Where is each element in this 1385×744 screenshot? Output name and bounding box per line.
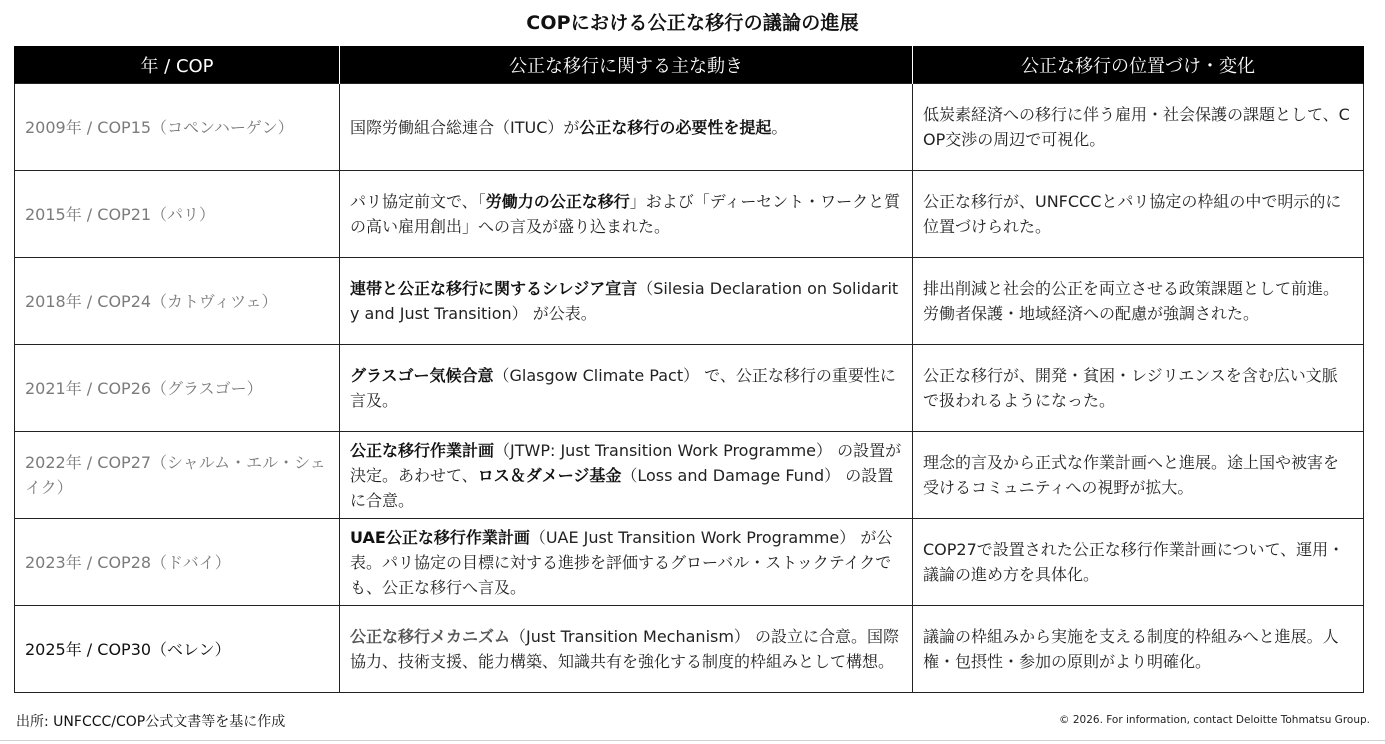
main-movement-cell [340,84,913,171]
table-row [15,345,1364,432]
main-movement-cell [340,432,913,519]
movement-text: 国際労働組合総連合（ITUC）が [350,117,580,137]
positioning-change-cell: 理念的言及から正式な作業計画へと進展。途上国や被害を受けるコミュニティへの視野が拡大。 [913,432,1364,519]
movement-text: （JTWP: Just Transition Work Programme） の設置が決定。あわせて、 [350,440,902,485]
year-cop-cell: 2018年 / COP24（カトヴィツェ） [15,258,340,345]
positioning-change-cell: COP27で設置された公正な移行作業計画について、運用・議論の進め方を具体化。 [913,519,1364,606]
movement-text: パリ協定前文で、「 [350,192,486,211]
copyright-note: © 2026. For information, contact Deloitte Tohmatsu Group. [1059,714,1370,726]
table-row [15,171,1364,258]
year-cop-cell: 2022年 / COP27（シャルム・エル・シェイク） [15,432,340,519]
table-header-row [15,46,1364,84]
year-cop-cell: 2025年 / COP30（ベレン） [15,606,340,693]
positioning-change-cell: 公正な移行が、開発・貧困・レジリエンスを含む広い文脈で扱われるようになった。 [913,345,1364,432]
highlighted-term: 公正な移行作業計画 [350,440,495,460]
page-title: COPにおける公正な移行の議論の進展 [526,12,859,34]
table-body [15,84,1364,693]
header-main-movements: 公正な移行に関する主な動き [340,46,913,84]
main-movement-cell [340,345,913,432]
highlighted-term: 公正な移行メカニズム [350,627,511,646]
highlighted-term: 労働力の公正な移行 [485,192,630,211]
source-note: 出所: UNFCCC/COP公式文書等を基に作成 [16,714,286,730]
positioning-change-cell: 排出削減と社会的公正を両立させる政策課題として前進。労働者保護・地域経済への配慮が強調された。 [913,258,1364,345]
movement-text: 」および「ディーセント・ワークと質の高い雇用創出」への言及が盛り込まれた。 [350,192,901,236]
main-movement-cell [340,171,913,258]
movement-text: （Glasgow Climate Pact） で、公正な移行の重要性に言及。 [350,366,896,410]
header-positioning-change: 公正な移行の位置づけ・変化 [913,46,1364,84]
main-movement-cell [340,519,913,606]
movement-text: （Silesia Declaration on Solidarity and Just Transition） が公表。 [350,279,899,323]
positioning-change-cell: 議論の枠組みから実施を支える制度的枠組みへと進展。人権・包摂性・参加の原則がより明確化。 [913,606,1364,693]
movement-text: 。 [771,117,788,137]
movement-text: （Just Transition Mechanism） の設立に合意。国際協力、技術支援、能力構築、知識共有を強化する制度的枠組みとして構想。 [350,627,900,671]
highlighted-term: 公正な移行の必要性を提起 [579,117,772,137]
highlighted-term: 連帯と公正な移行に関するシレジア宣言 [350,279,638,298]
year-cop-cell: 2009年 / COP15（コペンハーゲン） [15,84,340,171]
positioning-change-cell: 低炭素経済への移行に伴う雇用・社会保護の課題として、COP交渉の周辺で可視化。 [913,84,1364,171]
year-cop-cell: 2021年 / COP26（グラスゴー） [15,345,340,432]
movement-text: （UAE Just Transition Work Programme） が公表。パリ協定の目標に対する進捗を評価するグローバル・ストックテイクでも、公正な移行へ言及。 [350,527,893,597]
table-row [15,606,1364,693]
movement-text: （Loss and Damage Fund） の設置に合意。 [350,465,894,510]
table-row [15,258,1364,345]
main-movement-cell [340,258,913,345]
main-movement-cell [340,606,913,693]
bottom-divider [0,740,1385,741]
table-row [15,84,1364,171]
cop-progress-table [14,46,1364,693]
highlighted-term: グラスゴー気候合意 [350,366,494,385]
table-row [15,519,1364,606]
highlighted-term: ロス＆ダメージ基金 [477,465,622,485]
highlighted-term: UAE公正な移行作業計画 [350,527,530,547]
year-cop-cell: 2015年 / COP21（パリ） [15,171,340,258]
year-cop-cell: 2023年 / COP28（ドバイ） [15,519,340,606]
positioning-change-cell: 公正な移行が、UNFCCCとパリ協定の枠組の中で明示的に位置づけられた。 [913,171,1364,258]
header-year-cop: 年 / COP [15,46,340,84]
table-row [15,432,1364,519]
